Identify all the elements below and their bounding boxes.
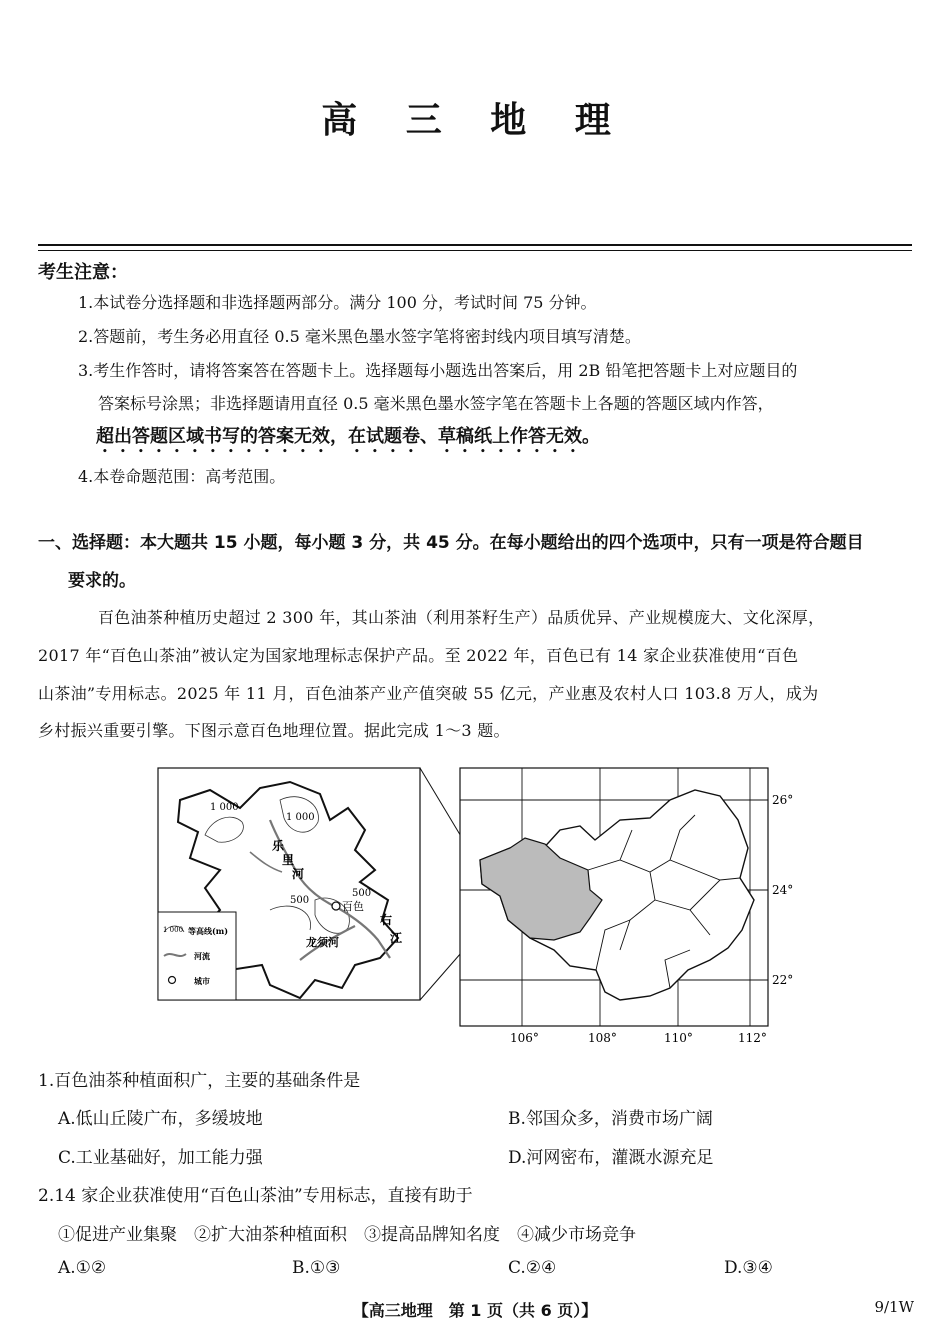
leli-river-label-2: 里 [282,853,295,867]
youjiang-label-2: 江 [390,931,403,945]
youjiang-label-1: 右 [380,913,393,927]
page-title: 高 三 地 理 [321,100,629,141]
page-code: 9/1W [874,1298,914,1316]
question-1-option-a: A.低山丘陵广布，多缓坡地 [58,1109,263,1129]
notice-heading: 考生注意： [38,262,128,283]
passage-line-2: 2017 年“百色山茶油”被认定为国家地理标志保护产品。至 2022 年，百色已有 14 家企业获准使用“百色 [38,646,799,665]
lon-label-106: 106° [510,1031,539,1045]
lon-label-110: 110° [664,1031,693,1045]
lat-label-22: 22° [772,973,794,987]
section-1-title-cont: 要求的。 [68,571,136,591]
legend-city-symbol [169,977,176,984]
notice-item-3-emphasis: 超出答题区域书写的答案无效，在试题卷、草稿纸上作答无效。 [96,426,600,447]
baise-city-label: 百色 [342,900,364,913]
question-1-option-c: C.工业基础好，加工能力强 [58,1148,263,1168]
lon-label-108: 108° [588,1031,617,1045]
contour-label: 1 000 [286,812,315,823]
question-1-option-b: B.邻国众多，消费市场广阔 [508,1109,713,1129]
lat-label-24: 24° [772,883,794,897]
baise-city-marker [332,902,340,910]
lat-label-26: 26° [772,793,794,807]
question-2-option-a: A.①② [58,1258,107,1278]
contour-label: 1 000 [210,802,239,813]
section-1-title: 一、选择题：本大题共 15 小题，每小题 3 分，共 45 分。在每小题给出的四个选项中，只有一项是符合题目 [38,533,864,553]
baise-location-map [150,760,794,1050]
passage-line-1: 百色油茶种植历史超过 2 300 年，其山茶油（利用茶籽生产）品质优异、产业规模庞大、文化深厚， [98,608,825,627]
header-rule-thin [38,250,912,251]
notice-item-4: 4.本卷命题范围：高考范围。 [78,467,286,486]
question-1-option-d: D.河网密布，灌溉水源充足 [508,1148,714,1168]
lon-label-112: 112° [738,1031,767,1045]
question-2-statements: ①促进产业集聚 ②扩大油茶种植面积 ③提高品牌知名度 ④减少市场竞争 [58,1225,636,1245]
contour-label: 500 [352,888,372,899]
longxu-river-label: 龙须河 [306,936,339,949]
passage-line-4: 乡村振兴重要引擎。下图示意百色地理位置。据此完成 1～3 题。 [38,721,510,740]
passage-line-3: 山茶油”专用标志。2025 年 11 月，百色油茶产业产值突破 55 亿元，产业惠及农村人口 103.8 万人，成为 [38,684,819,703]
legend-city-label: 城市 [194,976,210,986]
notice-item-3: 3.考生作答时，请将答案答在答题卡上。选择题每小题选出答案后，用 2B 铅笔把答题卡上对应题目的 [78,361,798,380]
contour-label: 500 [290,895,310,906]
notice-item-3-cont: 答案标号涂黑；非选择题请用直径 0.5 毫米黑色墨水签字笔在答题卡上各题的答题区域内作答， [98,394,774,413]
leli-river-label-3: 河 [292,867,305,881]
legend-river-label: 河流 [194,951,210,961]
page-footer: 【高三地理 第 1 页（共 6 页）】 [352,1301,598,1320]
leli-river-label-1: 乐 [272,839,285,853]
legend-contour-label: 等高线(m) [188,926,229,936]
notice-item-1: 1.本试卷分选择题和非选择题两部分。满分 100 分，考试时间 75 分钟。 [78,293,597,312]
header-rule-thick [38,244,912,246]
question-2-stem: 2.14 家企业获准使用“百色山茶油”专用标志，直接有助于 [38,1186,473,1206]
legend-contour-sample: 1 000 [163,926,184,934]
question-2-option-c: C.②④ [508,1258,557,1278]
question-2-option-d: D.③④ [724,1258,773,1278]
question-1-stem: 1.百色油茶种植面积广，主要的基础条件是 [38,1071,361,1091]
notice-item-2: 2.答题前，考生务必用直径 0.5 毫米黑色墨水签字笔将密封线内项目填写清楚。 [78,327,641,346]
question-2-option-b: B.①③ [292,1258,341,1278]
